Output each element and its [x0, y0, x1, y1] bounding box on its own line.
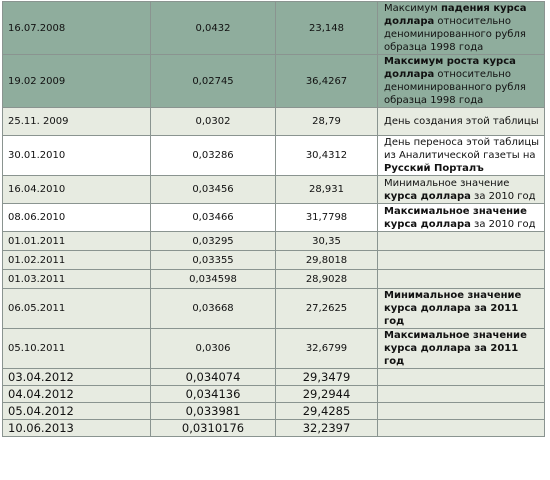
- date-cell: 08.06.2010: [3, 204, 151, 232]
- usd-cell: 23,148: [276, 2, 378, 55]
- table-row: [3, 232, 545, 251]
- rate-cell: 0,034136: [151, 386, 276, 403]
- note-text-bold: Максимум роста курса доллара: [384, 56, 516, 80]
- rate-cell: 0,03456: [151, 176, 276, 204]
- usd-cell: 30,4312: [276, 136, 378, 176]
- usd-cell: 31,7798: [276, 204, 378, 232]
- table-row: [3, 369, 545, 386]
- date-cell: 16.07.2008: [3, 2, 151, 55]
- usd-cell: 29,2944: [276, 386, 378, 403]
- usd-cell: 28,931: [276, 176, 378, 204]
- usd-cell: 28,79: [276, 108, 378, 136]
- note-cell: [378, 289, 545, 329]
- table-row: [3, 176, 545, 204]
- usd-cell: 36,4267: [276, 55, 378, 108]
- table-row: [3, 136, 545, 176]
- note-text: относительно деноминированного рубля образца 1998 года: [384, 16, 526, 53]
- note-cell: [378, 55, 545, 108]
- date-cell: 25.11. 2009: [3, 108, 151, 136]
- note-text: День создания этой таблицы: [384, 116, 539, 127]
- usd-cell: 30,35: [276, 232, 378, 251]
- usd-cell: 29,4285: [276, 403, 378, 420]
- exchange-rate-table-body: [3, 2, 545, 437]
- note-text-bold: Максимальное значение курса доллара за 2011 год: [384, 330, 527, 367]
- table-row: [3, 289, 545, 329]
- date-cell: 01.03.2011: [3, 270, 151, 289]
- usd-cell: 27,2625: [276, 289, 378, 329]
- usd-cell: 32,6799: [276, 329, 378, 369]
- rate-cell: 0,02745: [151, 55, 276, 108]
- note-text-bold: Минимальное значение курса доллара за 2011 год: [384, 290, 522, 327]
- usd-cell: 29,8018: [276, 251, 378, 270]
- note-text: относительно деноминированного рубля образца 1998 года: [384, 69, 526, 106]
- note-text-bold: курса доллара: [384, 190, 471, 202]
- rate-cell: 0,0302: [151, 108, 276, 136]
- note-cell: [378, 420, 545, 437]
- rate-cell: 0,034074: [151, 369, 276, 386]
- note-text-bold: Максимальное значение курса доллара: [384, 205, 527, 230]
- note-cell: [378, 136, 545, 176]
- exchange-rate-table: [2, 1, 545, 437]
- date-cell: 05.10.2011: [3, 329, 151, 369]
- table-row: [3, 2, 545, 55]
- rate-cell: 0,03295: [151, 232, 276, 251]
- table-row: [3, 420, 545, 437]
- date-cell: 01.01.2011: [3, 232, 151, 251]
- rate-cell: 0,0310176: [151, 420, 276, 437]
- note-cell: [378, 270, 545, 289]
- note-text-bold: Русский Порталъ: [384, 163, 484, 174]
- rate-cell: 0,03668: [151, 289, 276, 329]
- note-cell: [378, 108, 545, 136]
- usd-cell: 29,3479: [276, 369, 378, 386]
- note-cell: [378, 232, 545, 251]
- rate-cell: 0,0306: [151, 329, 276, 369]
- rate-cell: 0,03355: [151, 251, 276, 270]
- rate-cell: 0,034598: [151, 270, 276, 289]
- table-row: [3, 403, 545, 420]
- table-row: [3, 329, 545, 369]
- note-text: за 2010 год: [470, 190, 536, 202]
- rate-cell: 0,033981: [151, 403, 276, 420]
- note-text-bold: падения курса доллара: [384, 3, 527, 27]
- date-cell: 16.04.2010: [3, 176, 151, 204]
- note-cell: [378, 403, 545, 420]
- note-cell: [378, 251, 545, 270]
- rate-cell: 0,03286: [151, 136, 276, 176]
- date-cell: 01.02.2011: [3, 251, 151, 270]
- date-cell: 04.04.2012: [3, 386, 151, 403]
- table-row: [3, 204, 545, 232]
- table-row: [3, 108, 545, 136]
- date-cell: 19.02 2009: [3, 55, 151, 108]
- usd-cell: 32,2397: [276, 420, 378, 437]
- note-cell: [378, 329, 545, 369]
- table-row: [3, 386, 545, 403]
- usd-cell: 28,9028: [276, 270, 378, 289]
- note-cell: [378, 369, 545, 386]
- note-cell: [378, 386, 545, 403]
- date-cell: 06.05.2011: [3, 289, 151, 329]
- table-row: [3, 55, 545, 108]
- rate-cell: 0,0432: [151, 2, 276, 55]
- note-text: День переноса этой таблицы из Аналитической газеты на: [384, 137, 540, 161]
- note-cell: [378, 204, 545, 232]
- table-row: [3, 270, 545, 289]
- note-text: за 2010 год: [470, 218, 536, 230]
- note-text: Минимальное значение: [384, 177, 510, 189]
- date-cell: 05.04.2012: [3, 403, 151, 420]
- note-cell: [378, 2, 545, 55]
- date-cell: 03.04.2012: [3, 369, 151, 386]
- note-cell: [378, 176, 545, 204]
- table-row: [3, 251, 545, 270]
- rate-cell: 0,03466: [151, 204, 276, 232]
- date-cell: 10.06.2013: [3, 420, 151, 437]
- date-cell: 30.01.2010: [3, 136, 151, 176]
- note-text: Максимум: [384, 3, 441, 14]
